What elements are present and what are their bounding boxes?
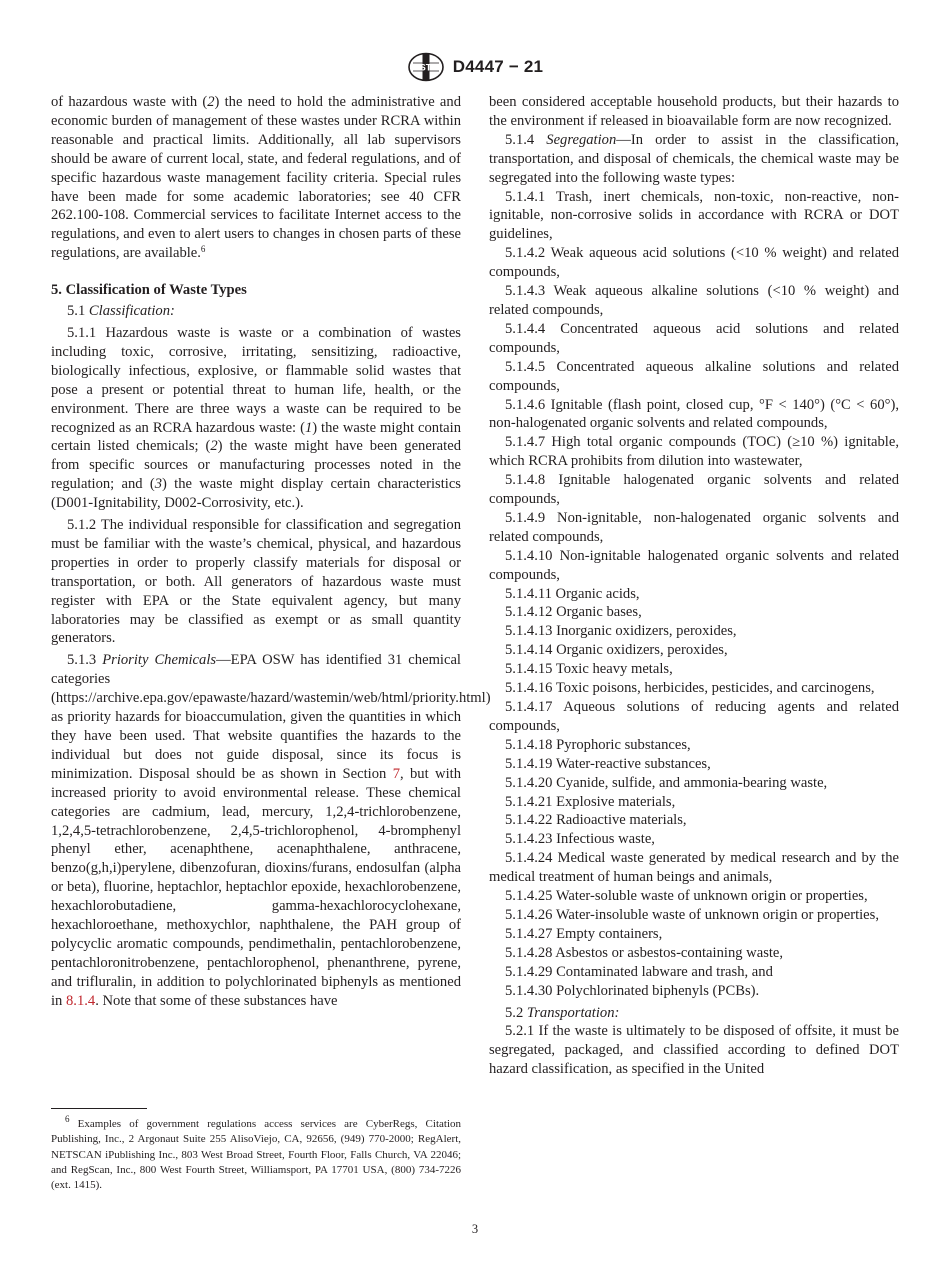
- clause-5-1-2: 5.1.2 The individual responsible for classification and segregation must be familiar with the waste’s chemical, physical, and hazardous properties in order to properly classify materials for disposal or transportation, or both. All generators of hazardous waste must register with EPA or the State equivalent agency, but many laboratories may be classified as exempt or as small quantity generators.: [51, 517, 461, 647]
- page-number: 3: [471, 1222, 479, 1236]
- list-item: 5.1.4.26 Water-insoluble waste of unknown origin or properties,: [505, 906, 879, 923]
- list-item: 5.1.4.17 Aqueous solutions of reducing agents and related compounds,: [489, 699, 899, 734]
- list-item: 5.1.4.28 Asbestos or asbestos-containing waste,: [505, 944, 784, 961]
- list-item: 5.1.4.23 Infectious waste,: [505, 831, 655, 848]
- section-8-1-4-link[interactable]: 8.1.4: [66, 992, 96, 1009]
- svg-text:ASTM: ASTM: [413, 62, 439, 73]
- page-header: [0, 52, 950, 82]
- astm-logo-icon: [407, 52, 445, 82]
- list-item: 5.1.4.16 Toxic poisons, herbicides, pesticides, and carcinogens,: [505, 680, 875, 697]
- document-id: D4447 − 21: [452, 57, 544, 76]
- clause-5-2: 5.2 Transportation:: [505, 1004, 620, 1021]
- footnote-mark: 6: [65, 1114, 70, 1124]
- list-item: 5.1.4.30 Polychlorinated biphenyls (PCBs).: [505, 982, 760, 999]
- list-item: 5.1.4.1 Trash, inert chemicals, non-toxic, non-reactive, non-ignitable, non-corrosive solids in accordance with RCRA or DOT guidelines,: [489, 188, 899, 243]
- list-item: 5.1.4.27 Empty containers,: [505, 925, 663, 942]
- list-item: 5.1.4.4 Concentrated aqueous acid solutions and related compounds,: [489, 320, 899, 356]
- left-column: [51, 93, 491, 1011]
- list-item: 5.1.4.8 Ignitable halogenated organic solvents and related compounds,: [489, 472, 899, 508]
- clause-5-1-4: 5.1.4 Segregation—In order to assist in the classification, transportation, and disposal of chemicals, the chemical waste may be segregated into the following waste types:: [489, 131, 899, 186]
- clause-5-2-1: 5.2.1 If the waste is ultimately to be disposed of offsite, it must be segregated, packaged, and classified according to defined DOT hazard classification, as specified in the United: [489, 1023, 899, 1078]
- list-item: 5.1.4.15 Toxic heavy metals,: [505, 661, 673, 678]
- section-7-link[interactable]: 7: [392, 765, 400, 782]
- right-column: [489, 93, 899, 1079]
- clause-5-1: 5.1 Classification:: [67, 303, 175, 320]
- list-item: 5.1.4.18 Pyrophoric substances,: [505, 736, 691, 753]
- list-item: 5.1.4.29 Contaminated labware and trash, and: [505, 963, 773, 980]
- clause-5-1-1: 5.1.1 Hazardous waste is waste or a combination of wastes including toxic, corrosive, irritating, sensitizing, radioactive, biologically infectious, explosive, or flammable solid wastes that pose a present or potential threat to human life, health, or the environment. There are three ways a waste can be required to be recognized as an RCRA hazardous waste: (1) the waste might contain certain listed chemicals; (2) the waste might have been generated from specific sources or manufacturing processes noted in the regulation; and (3) the waste might display certain characteristics (D001-Ignitability, D002-Corrosivity, etc.).: [51, 324, 461, 512]
- list-item: 5.1.4.24 Medical waste generated by medical research and by the medical treatment of human beings and animals,: [489, 850, 899, 886]
- list-item: 5.1.4.9 Non-ignitable, non-halogenated organic solvents and related compounds,: [489, 509, 899, 545]
- list-item: 5.1.4.6 Ignitable (flash point, closed cup, °F < 140°) (°C < 60°), non-halogenated organic solvents and related compounds,: [489, 396, 899, 432]
- list-item: 5.1.4.20 Cyanide, sulfide, and ammonia-bearing waste,: [505, 774, 828, 791]
- list-item: 5.1.4.19 Water-reactive substances,: [505, 755, 711, 772]
- footnote-ref: 6: [200, 244, 206, 255]
- list-item: 5.1.4.22 Radioactive materials,: [505, 812, 687, 829]
- list-item: 5.1.4.3 Weak aqueous alkaline solutions (<10 % weight) and related compounds,: [489, 283, 899, 318]
- list-item: 5.1.4.7 High total organic compounds (TOC) (≥10 %) ignitable, which RCRA prohibits from dilution into wastewater,: [489, 434, 899, 470]
- list-item: 5.1.4.14 Organic oxidizers, peroxides,: [505, 642, 728, 659]
- waste-type-list: [489, 188, 899, 1001]
- list-item: 5.1.4.10 Non-ignitable halogenated organic solvents and related compounds,: [489, 547, 899, 583]
- list-item: 5.1.4.11 Organic acids,: [505, 585, 640, 602]
- list-item: 5.1.4.13 Inorganic oxidizers, peroxides,: [505, 623, 737, 640]
- paragraph-continuation: of hazardous waste with (2) the need to hold the administrative and economic burden of management of these wastes under RCRA within reasonable and practical limits. Additionally, all lab supervisors should be aware of current local, state, and federal regulations, and of specific hazardous waste management facility criteria. Special rules have been made for some academic laboratories; see 40 CFR 262.100-108. Commercial services to facilitate Internet access to the regulations, and even to alert users to changes in chosen parts of these regulations, are available.$^6$: [51, 94, 461, 262]
- list-item: 5.1.4.25 Water-soluble waste of unknown origin or properties,: [505, 888, 868, 905]
- section-heading: 5. Classification of Waste Types: [51, 282, 247, 299]
- list-item: 5.1.4.12 Organic bases,: [505, 604, 642, 621]
- footnote-divider: [51, 1108, 147, 1109]
- list-item: 5.1.4.5 Concentrated aqueous alkaline solutions and related compounds,: [489, 358, 899, 394]
- footnote: $^6$ Examples of government regulations access services are CyberRegs, Citation Publishing, Inc., 2 Argonaut Suite 255 AlisoViejo, CA, 92656, (949) 770-2000; RegAlert, NETSCAN iPublishing Inc., 803 West Broad Street, Fourth Floor, Falls Church, VA 22046; and RegScan, Inc., 800 West Fourth Street, Williamsport, PA 17701 USA, (800) 734-7226 (ext. 1415).: [51, 1114, 461, 1192]
- list-item: 5.1.4.2 Weak aqueous acid solutions (<10 % weight) and related compounds,: [489, 245, 899, 281]
- clause-5-1-3: 5.1.3 Priority Chemicals—EPA OSW has identified 31 chemical categories (https://archive.epa.gov/epawaste/hazard/wastemin/web/html/priority.html) as priority hazards for bioaccumulation, given the quantities in which they have been used. That website quantifies the hazards to the individual but does not guide disposal, since its focus is minimization. Disposal should be as shown in Section 7, but with increased priority to avoid environmental release. These chemical categories are cadmium, lead, mercury, 1,2,4-trichlorobenzene, 1,2,4,5-tetrachlorobenzene, 2,4,5-trichlorophenol, 4-bromphenyl phenyl ether, acenaphthene, acenaphthalene, anthracene, benzo(g,h,i)perylene, dibenzofuran, dioxins/furans, endosulfan (alpha or beta), fluorine, heptachlor, heptachlor epoxide, hexachlorobenzene, hexachlorobutadiene, gamma-hexachlorocyclohexane, hexachloroethane, methoxychlor, naphthalene, the PAH group of polycyclic aromatic compounds, pendimethalin, pentachlorobenzene, pentachloronitrobenzene, pentachlorophenol, phenanthrene, pyrene, and trifluralin, in addition to polychlorinated biphenyls as mentioned in 8.1.4. Note that some of these substances have: [51, 652, 491, 1009]
- list-item: 5.1.4.21 Explosive materials,: [505, 793, 676, 810]
- paragraph-continuation-right: been considered acceptable household products, but their hazards to the environment if released in bioavailable form are now recognized.: [489, 94, 899, 129]
